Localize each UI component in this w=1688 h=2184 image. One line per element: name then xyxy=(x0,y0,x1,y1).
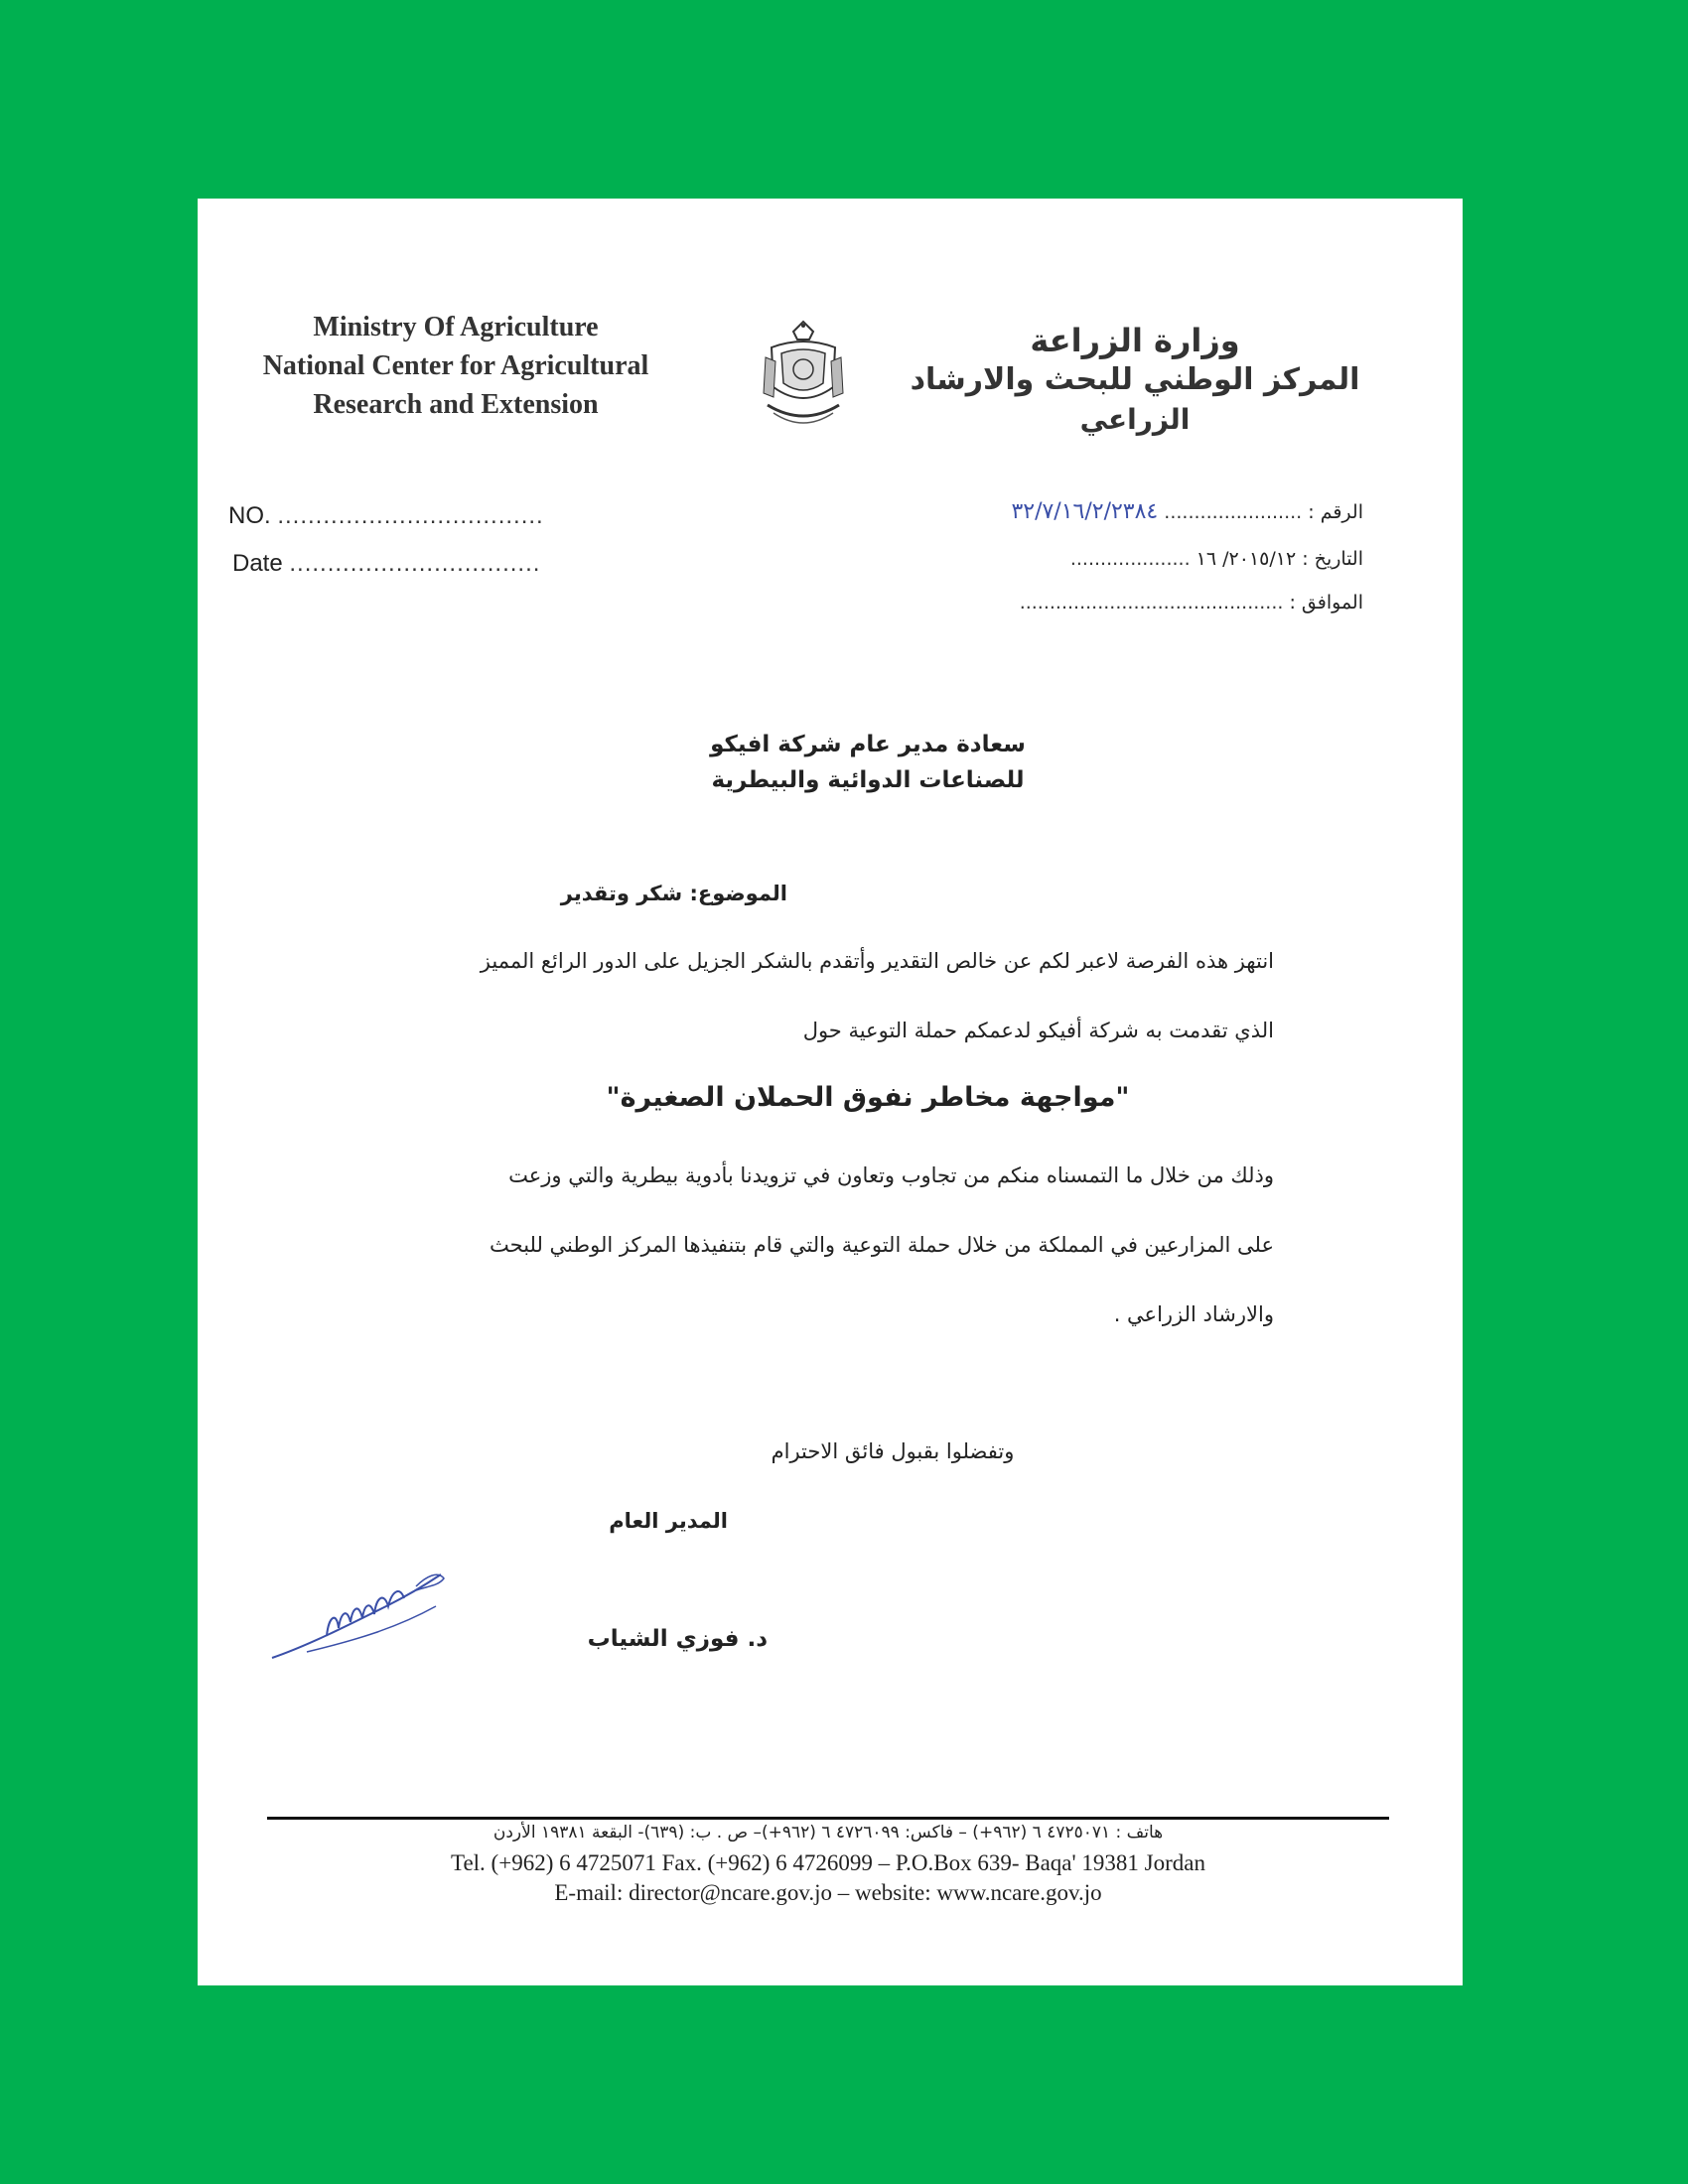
no-dots: ................................... xyxy=(277,502,544,529)
date-label: Date xyxy=(232,550,283,577)
muwafiq-dots: ............................................ xyxy=(1019,592,1284,614)
body-p2-line3: والارشاد الزراعي . xyxy=(1113,1302,1274,1326)
footer-arabic-contact: هاتف : ٤٧٢٥٠٧١ ٦ (٩٦٢+) – فاكس: ٤٧٢٦٠٩٩ ٦ (٩٦٢+)– ص . ب: (٦٣٩)- البقعة ١٩٣٨١ الأردن xyxy=(492,1823,1164,1843)
tarikh-field xyxy=(1070,548,1363,570)
raqm-handwritten-value: ٣٢/٧/١٦/٢/٢٣٨٤ xyxy=(1011,499,1159,524)
ar-header-line2: المركز الوطني للبحث والارشاد xyxy=(910,362,1360,397)
ar-header-line3: الزراعي xyxy=(1079,403,1191,436)
raqm-field xyxy=(1011,499,1363,524)
en-header-line2: National Center for Agricultural xyxy=(262,350,649,381)
tarikh-dots: .................... xyxy=(1069,548,1191,570)
muwafiq-label: الموافق : xyxy=(1289,592,1363,614)
jordan-coat-of-arms-icon xyxy=(754,318,853,437)
footer-divider xyxy=(267,1817,1389,1820)
footer-email-website: E-mail: director@ncare.gov.jo – website: www.ncare.gov.jo xyxy=(554,1880,1102,1905)
letter-page xyxy=(198,199,1463,1985)
date-dots: ................................. xyxy=(289,550,541,577)
raqm-label: الرقم : xyxy=(1308,501,1363,523)
muwafiq-field xyxy=(1020,592,1363,614)
arabic-letterhead xyxy=(902,321,1368,440)
no-field xyxy=(228,502,544,530)
addressee-line2: للصناعات الدوائية والبيطرية xyxy=(711,767,1025,793)
tarikh-value: ٢٠١٥/١٢/ ١٦ xyxy=(1196,548,1297,570)
handwritten-signature xyxy=(267,1557,466,1666)
body-p2-line2: على المزارعين في المملكة من خلال حملة التوعية والتي قام بتنفيذها المركز الوطني للبحث xyxy=(490,1233,1274,1257)
signatory-title: المدير العام xyxy=(609,1509,728,1533)
en-header-line1: Ministry Of Agriculture xyxy=(313,312,599,342)
subject-line: الموضوع: شكر وتقدير xyxy=(560,882,787,905)
date-field xyxy=(232,550,540,578)
closing-line: وتفضلوا بقبول فائق الاحترام xyxy=(771,1439,1015,1463)
signatory-name: د. فوزي الشياب xyxy=(587,1626,768,1652)
english-letterhead xyxy=(237,308,674,424)
footer-english-contact: Tel. (+962) 6 4725071 Fax. (+962) 6 4726099 – P.O.Box 639- Baqa' 19381 Jordan xyxy=(451,1850,1205,1875)
addressee xyxy=(555,727,1181,798)
ar-header-line1: وزارة الزراعة xyxy=(1030,322,1240,359)
campaign-title: "مواجهة مخاطر نفوق الحملان الصغيرة" xyxy=(606,1082,1130,1113)
raqm-dots: ....................... xyxy=(1164,501,1303,523)
en-header-line3: Research and Extension xyxy=(313,389,599,420)
tarikh-label: التاريخ : xyxy=(1302,548,1363,570)
addressee-line1: سعادة مدير عام شركة افيكو xyxy=(710,732,1026,757)
no-label: NO. xyxy=(228,502,271,529)
body-p1-line2: الذي تقدمت به شركة أفيكو لدعمكم حملة التوعية حول xyxy=(802,1019,1274,1042)
body-p1-line1: انتهز هذه الفرصة لاعبر لكم عن خالص التقدير وأتقدم بالشكر الجزيل على الدور الرائع المميز xyxy=(480,949,1274,973)
body-p2-line1: وذلك من خلال ما التمسناه منكم من تجاوب وتعاون في تزويدنا بأدوية بيطرية والتي وزعت xyxy=(508,1163,1274,1187)
